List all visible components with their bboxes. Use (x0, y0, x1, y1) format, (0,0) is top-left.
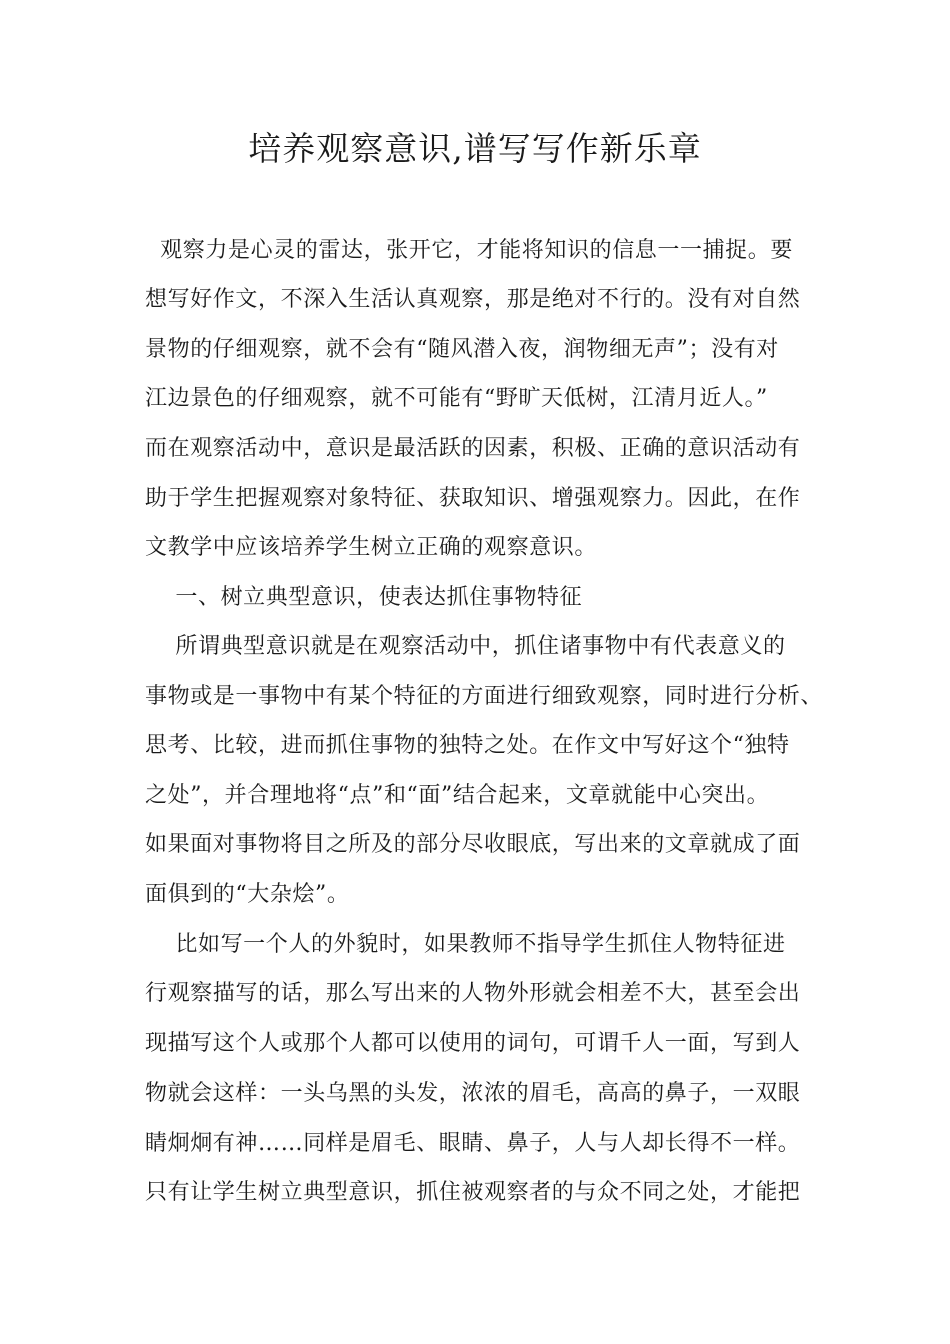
paragraph-line: 睛炯炯有神……同样是眉毛、眼睛、鼻子，人与人却长得不一样。 (145, 1131, 801, 1156)
paragraph-line: 思考、比较，进而抓住事物的独特之处。在作文中写好这个“独特 (145, 733, 790, 758)
paragraph-line: 所谓典型意识就是在观察活动中，抓住诸事物中有代表意义的 (145, 634, 786, 659)
paragraph-line: 事物或是一事物中有某个特征的方面进行细致观察，同时进行分析、 (145, 684, 824, 709)
paragraph-line: 观察力是心灵的雷达，张开它，才能将知识的信息一一捕捉。要 (145, 238, 793, 263)
paragraph-line: 助于学生把握观察对象特征、获取知识、增强观察力。因此，在作 (145, 486, 801, 511)
paragraph-line: 面俱到的“大杂烩”。 (145, 882, 350, 907)
paragraph-line: 而在观察活动中，意识是最活跃的因素，积极、正确的意识活动有 (145, 436, 801, 461)
paragraph-line: 如果面对事物将目之所及的部分尽收眼底，写出来的文章就成了面 (145, 832, 801, 857)
document-title: 培养观察意识,谱写写作新乐章 (248, 129, 702, 168)
paragraph-line: 之处”，并合理地将“点”和“面”结合起来，文章就能中心突出。 (145, 783, 770, 808)
paragraph-line: 想写好作文，不深入生活认真观察，那是绝对不行的。没有对自然 (145, 287, 801, 312)
paragraph-line: 现描写这个人或那个人都可以使用的词句，可谓千人一面，写到人 (145, 1031, 801, 1056)
paragraph-line: 只有让学生树立典型意识，抓住被观察者的与众不同之处，才能把 (145, 1180, 801, 1205)
paragraph-line: 景物的仔细观察，就不会有“随风潜入夜，润物细无声”；没有对 (145, 337, 779, 362)
section-heading: 一、树立典型意识，使表达抓住事物特征 (145, 585, 583, 610)
paragraph-line: 江边景色的仔细观察，就不可能有“野旷天低树，江清月近人。” (145, 386, 768, 411)
paragraph-line: 比如写一个人的外貌时，如果教师不指导学生抓住人物特征进 (145, 932, 786, 957)
paragraph-line: 物就会这样：一头乌黑的头发，浓浓的眉毛，高高的鼻子，一双眼 (145, 1081, 801, 1106)
paragraph-line: 行观察描写的话，那么写出来的人物外形就会相差不大，甚至会出 (145, 981, 801, 1006)
paragraph-line: 文教学中应该培养学生树立正确的观察意识。 (145, 535, 598, 560)
